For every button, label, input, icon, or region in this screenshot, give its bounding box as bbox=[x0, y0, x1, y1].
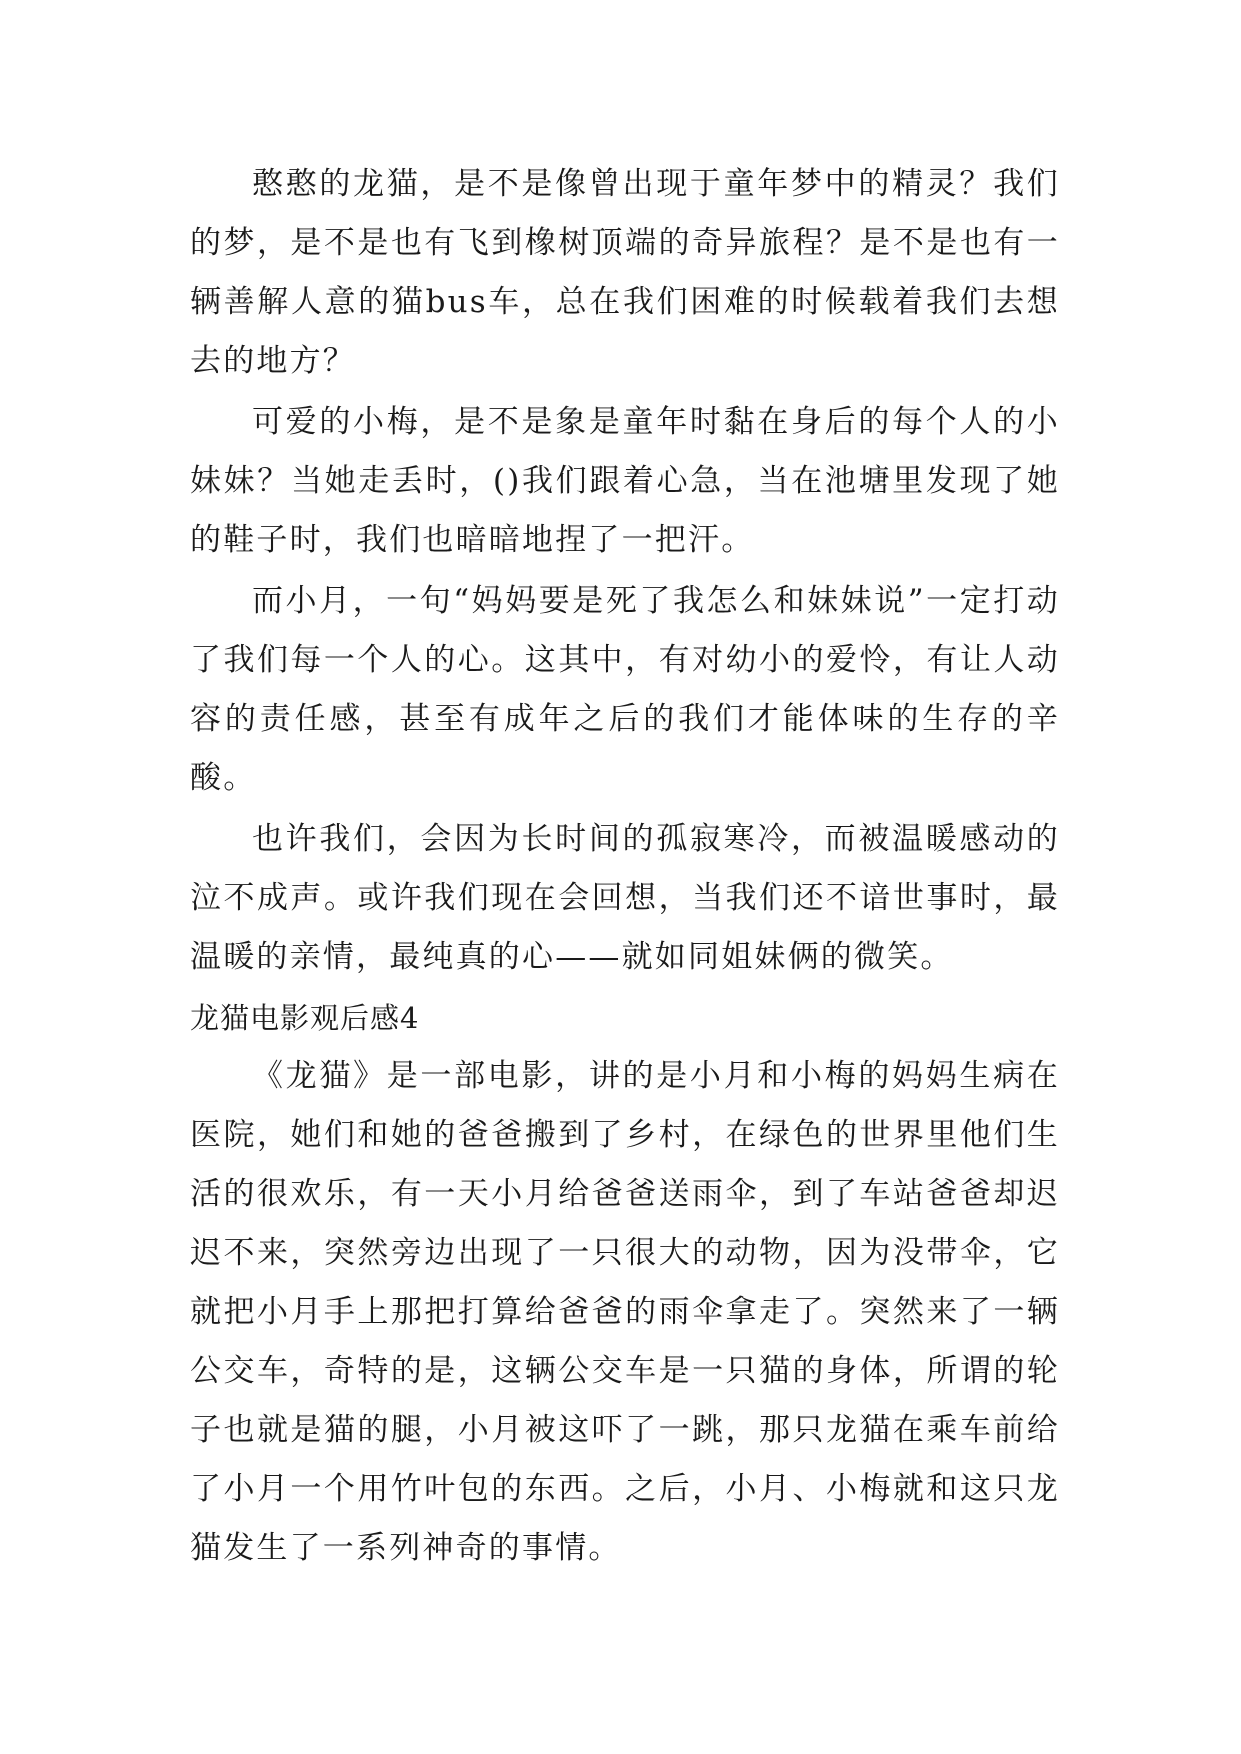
paragraph-4: 也许我们，会因为长时间的孤寂寒冷，而被温暖感动的泣不成声。或许我们现在会回想，当我们还不谙世事时，最温暖的亲情，最纯真的心——就如同姐妹俩的微笑。 bbox=[190, 821, 1060, 975]
paragraph-3: 而小月，一句“妈妈要是死了我怎么和妹妹说”一定打动了我们每一个人的心。这其中，有对幼小的爱怜，有让人动容的责任感，甚至有成年之后的我们才能体味的生存的辛酸。 bbox=[190, 583, 1060, 796]
paragraph-1: 憨憨的龙猫，是不是像曾出现于童年梦中的精灵？我们的梦，是不是也有飞到橡树顶端的奇异旅程？是不是也有一辆善解人意的猫bus车，总在我们困难的时候载着我们去想去的地方？ bbox=[190, 166, 1060, 379]
paragraph-2: 可爱的小梅，是不是象是童年时黏在身后的每个人的小妹妹？当她走丢时，()我们跟着心急，当在池塘里发现了她的鞋子时，我们也暗暗地捏了一把汗。 bbox=[190, 404, 1060, 558]
paragraph-5: 《龙猫》是一部电影，讲的是小月和小梅的妈妈生病在医院，她们和她的爸爸搬到了乡村，在绿色的世界里他们生活的很欢乐，有一天小月给爸爸送雨伞，到了车站爸爸却迟迟不来，突然旁边出现了一只很大的动物，因为没带伞，它就把小月手上那把打算给爸爸的雨伞拿走了。突然来了一辆公交车，奇特的是，这辆公交车是一只猫的身体，所谓的轮子也就是猫的腿，小月被这吓了一跳，那只龙猫在乘车前给了小月一个用竹叶包的东西。之后，小月、小梅就和这只龙猫发生了一系列神奇的事情。 bbox=[190, 1058, 1060, 1566]
section-title: 龙猫电影观后感4 bbox=[190, 1001, 420, 1035]
document-page bbox=[190, 155, 1060, 1580]
